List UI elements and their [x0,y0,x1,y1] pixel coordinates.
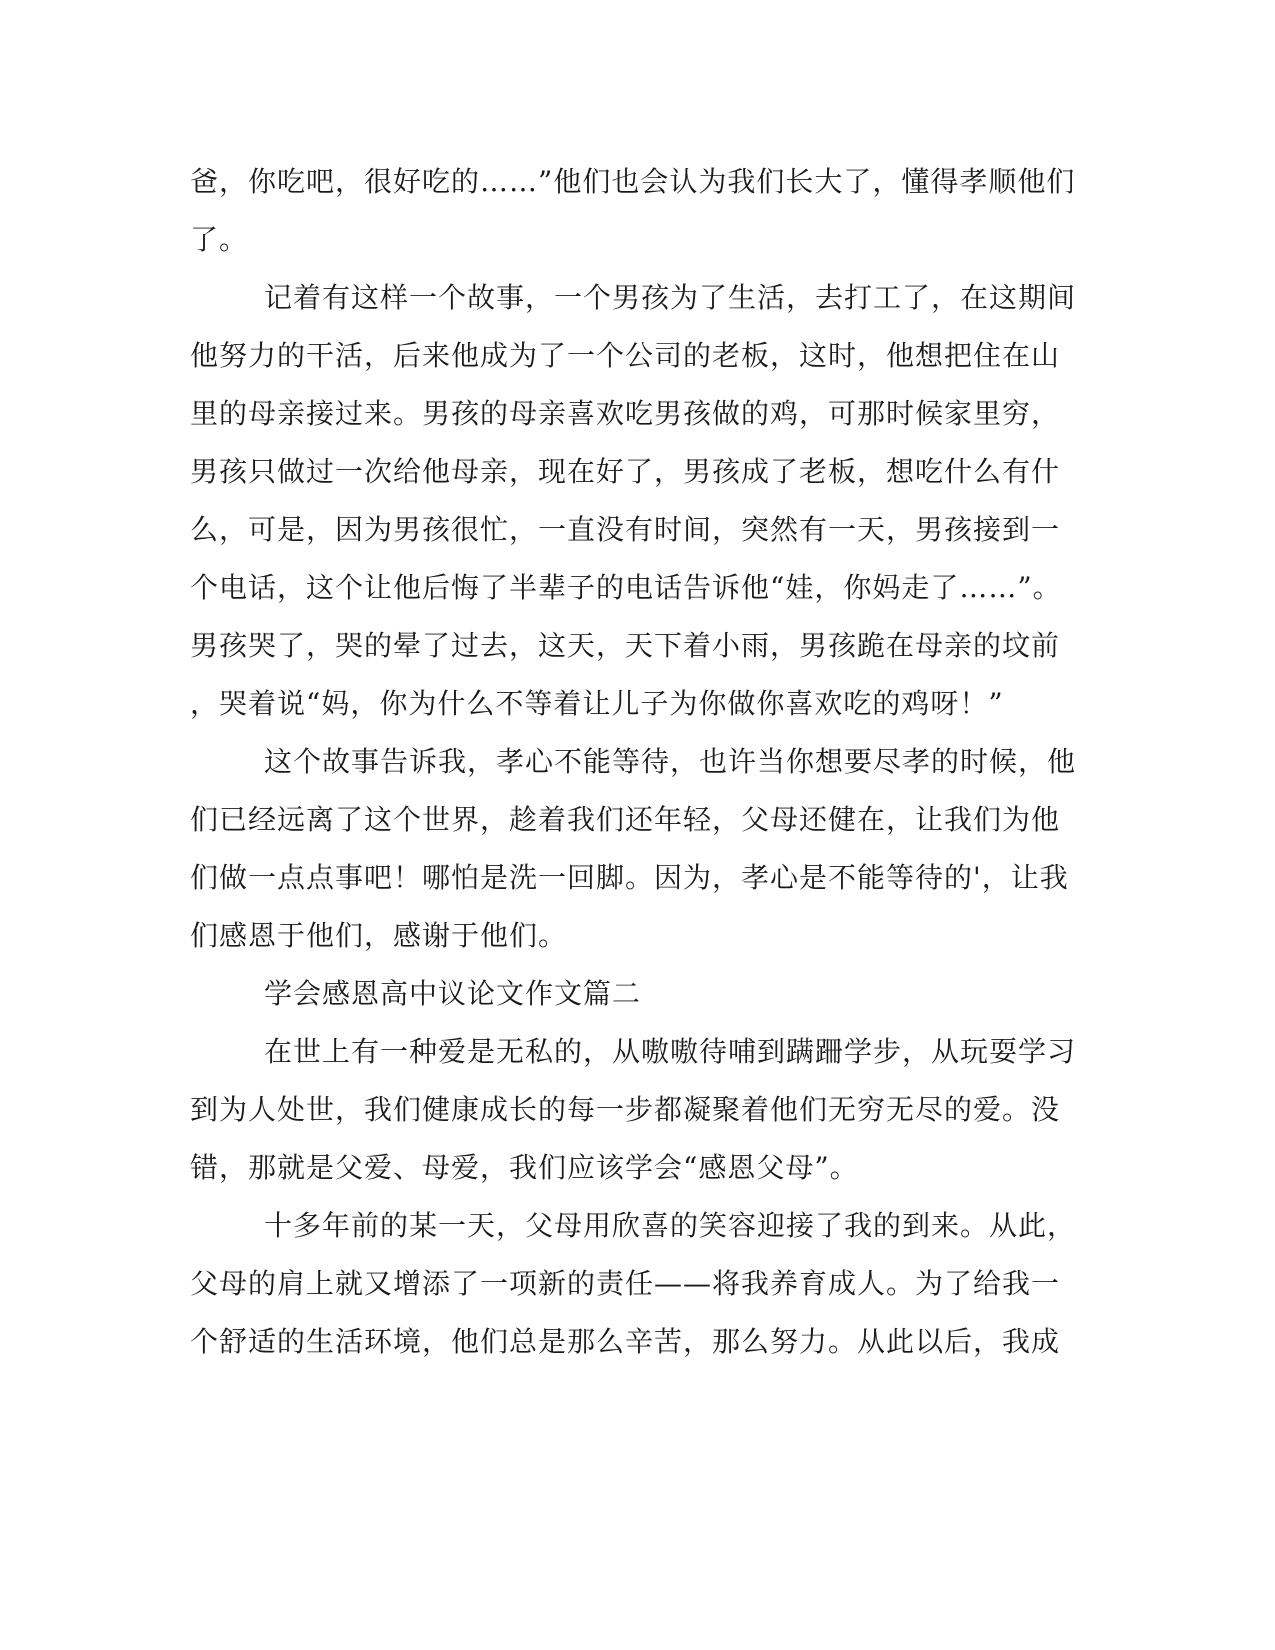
text-line: 个舒适的生活环境，他们总是那么辛苦，那么努力。从此以后，我成 [190,1325,1061,1358]
text-line: 男孩只做过一次给他母亲，现在好了，男孩成了老板，想吃什么有什 [190,455,1061,488]
text-line: 们感恩于他们，感谢于他们。 [190,919,568,952]
paragraph-first-line: 十多年前的某一天，父母用欣喜的笑容迎接了我的到来。从此， [264,1209,1077,1242]
paragraph-first-line: 在世上有一种爱是无私的，从嗷嗷待哺到蹒跚学步，从玩耍学习 [264,1035,1077,1068]
text-line: 到为人处世，我们健康成长的每一步都凝聚着他们无穷无尽的爱。没 [190,1093,1061,1126]
text-line: 他努力的干活，后来他成为了一个公司的老板，这时，他想把住在山 [190,339,1061,372]
text-line: 男孩哭了，哭的晕了过去，这天，天下着小雨，男孩跪在母亲的坟前 [190,629,1061,662]
text-line: 么，可是，因为男孩很忙，一直没有时间，突然有一天，男孩接到一 [190,513,1061,546]
section-heading: 学会感恩高中议论文作文篇二 [264,977,642,1010]
text-line: 们做一点点事吧！哪怕是洗一回脚。因为，孝心是不能等待的'，让我 [190,861,1069,894]
text-line: ，哭着说“妈，你为什么不等着让儿子为你做你喜欢吃的鸡呀！” [190,687,1004,720]
text-line: 里的母亲接过来。男孩的母亲喜欢吃男孩做的鸡，可那时候家里穷， [190,397,1061,430]
text-line: 父母的肩上就又增添了一项新的责任——将我养育成人。为了给我一 [190,1267,1061,1300]
paragraph-first-line: 记着有这样一个故事，一个男孩为了生活，去打工了，在这期间 [264,281,1077,314]
text-line: 个电话，这个让他后悔了半辈子的电话告诉他“娃，你妈走了……”。 [190,571,1062,604]
text-line: 了。 [190,223,249,256]
text-line: 爸，你吃吧，很好吃的……”他们也会认为我们长大了，懂得孝顺他们 [190,165,1076,198]
text-line: 们已经远离了这个世界，趁着我们还年轻，父母还健在，让我们为他 [190,803,1061,836]
text-line: 错，那就是父爱、母爱，我们应该学会“感恩父母”。 [190,1151,859,1184]
paragraph-first-line: 这个故事告诉我，孝心不能等待，也许当你想要尽孝的时候，他 [264,745,1077,778]
